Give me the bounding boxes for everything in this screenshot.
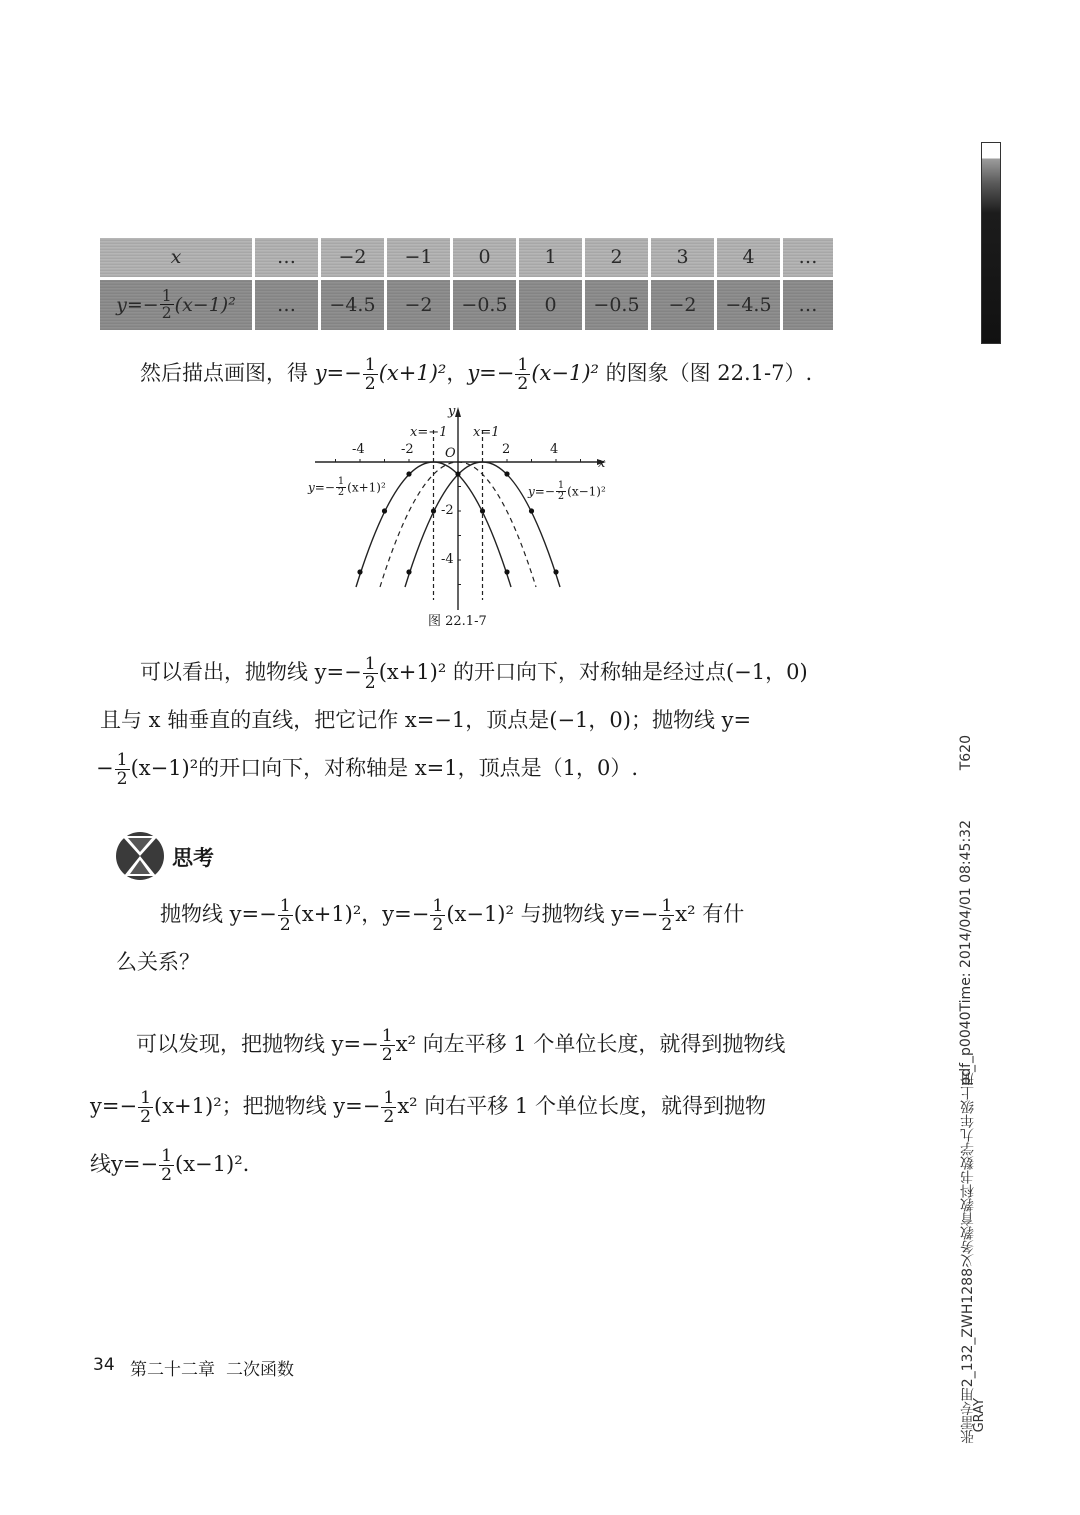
paragraph-1-line-2: 且与 x 轴垂直的直线，把它记作 x=−1，顶点是(−1，0)；抛物线 y= — [100, 708, 752, 732]
paragraph-1-line-3: − $\frac{1}{2}$ (x−1)²的开口向下，对称轴是 x=1，顶点是（1，0）. — [96, 749, 639, 789]
paragraph-1-line-1: 可以看出，抛物线 y=− $\frac{1}{2}$ (x+1)² 的开口向下，对称轴是经过点(−1，0) — [140, 653, 808, 693]
table-cell-x: … — [255, 238, 318, 277]
x-axis-label: x — [598, 456, 606, 471]
x-tick: -4 — [352, 442, 365, 457]
table-header-x: x — [100, 238, 252, 277]
think-question-line-2: 么关系？ — [116, 950, 200, 974]
figure-caption: 图 22.1-7 — [428, 614, 487, 629]
intro-line: 然后描点画图，得 y=− $\frac{1}{2}$ (x+1)²，y=− $\frac{1}{2}$ (x−1)² 的图象（图 22.1-7）. — [140, 354, 813, 394]
paragraph-2-line-1: 可以发现，把抛物线 y=− $\frac{1}{2}$ x² 向左平移 1 个单位长度，就得到抛物线 — [136, 1025, 786, 1065]
paragraph-2-line-3: 线y=− $\frac{1}{2}$ (x−1)². — [90, 1145, 250, 1185]
table-cell-x: −2 — [321, 238, 384, 277]
margin-filename: 张雷专用2_132_ZWH1288义务教育教科书数学九年级上册_ — [960, 1065, 976, 1444]
curve-left-label: y=− $\frac{1}{2}$ (x+1)² — [308, 476, 386, 499]
margin-timestamp: pdf_p0040Time: 2014/04/01 08:45:32 — [958, 820, 974, 1086]
table-cell-y: −0.5 — [453, 280, 516, 330]
margin-gray: GRAY — [972, 1398, 987, 1433]
table-cell-x: −1 — [387, 238, 450, 277]
grayscale-strip — [981, 142, 1001, 344]
figure-22-1-7 — [300, 400, 620, 630]
page-number: 34 — [93, 1355, 115, 1375]
x-tick: 4 — [550, 442, 559, 457]
value-table — [100, 238, 830, 330]
margin-code: T620 — [958, 735, 974, 771]
table-cell-y: … — [783, 280, 833, 330]
x-tick: -2 — [401, 442, 414, 457]
section-title: 二次函数 — [226, 1360, 294, 1380]
y-tick: -2 — [441, 503, 454, 518]
table-cell-y: −2 — [651, 280, 714, 330]
parabola-graph — [300, 400, 620, 610]
think-icon — [114, 830, 166, 882]
chapter-title: 第二十二章 — [130, 1360, 215, 1380]
table-cell-y: 0 — [519, 280, 582, 330]
table-cell-x: 2 — [585, 238, 648, 277]
y-axis-label: y — [448, 404, 456, 419]
table-header-y: y=− $\frac{1}{2}$ (x−1)² — [100, 280, 252, 330]
think-title: 思考 — [172, 846, 214, 870]
table-cell-x: 0 — [453, 238, 516, 277]
fraction: $\frac{1}{2}$ — [161, 286, 172, 323]
line-x-1-label: x=1 — [473, 425, 500, 440]
table-cell-y: … — [255, 280, 318, 330]
origin-label: O — [445, 446, 456, 461]
line-x-minus-1-label: x=−1 — [410, 425, 448, 440]
x-tick: 2 — [502, 442, 511, 457]
table-cell-x: … — [783, 238, 833, 277]
think-question-line-1: 抛物线 y=− $\frac{1}{2}$ (x+1)²，y=− $\frac{1}{2}$ (x−1)² 与抛物线 y=− $\frac{1}{2}$ x² 有什 — [160, 895, 745, 935]
table-cell-x: 1 — [519, 238, 582, 277]
table-cell-y: −4.5 — [717, 280, 780, 330]
table-cell-x: 4 — [717, 238, 780, 277]
y-tick: -4 — [441, 552, 454, 567]
curve-right-label: y=− $\frac{1}{2}$ (x−1)² — [528, 480, 606, 503]
table-cell-y: −0.5 — [585, 280, 648, 330]
table-cell-y: −2 — [387, 280, 450, 330]
table-cell-x: 3 — [651, 238, 714, 277]
table-cell-y: −4.5 — [321, 280, 384, 330]
paragraph-2-line-2: y=− $\frac{1}{2}$ (x+1)²；把抛物线 y=− $\frac{1}{2}$ x² 向右平移 1 个单位长度，就得到抛物 — [90, 1087, 766, 1127]
